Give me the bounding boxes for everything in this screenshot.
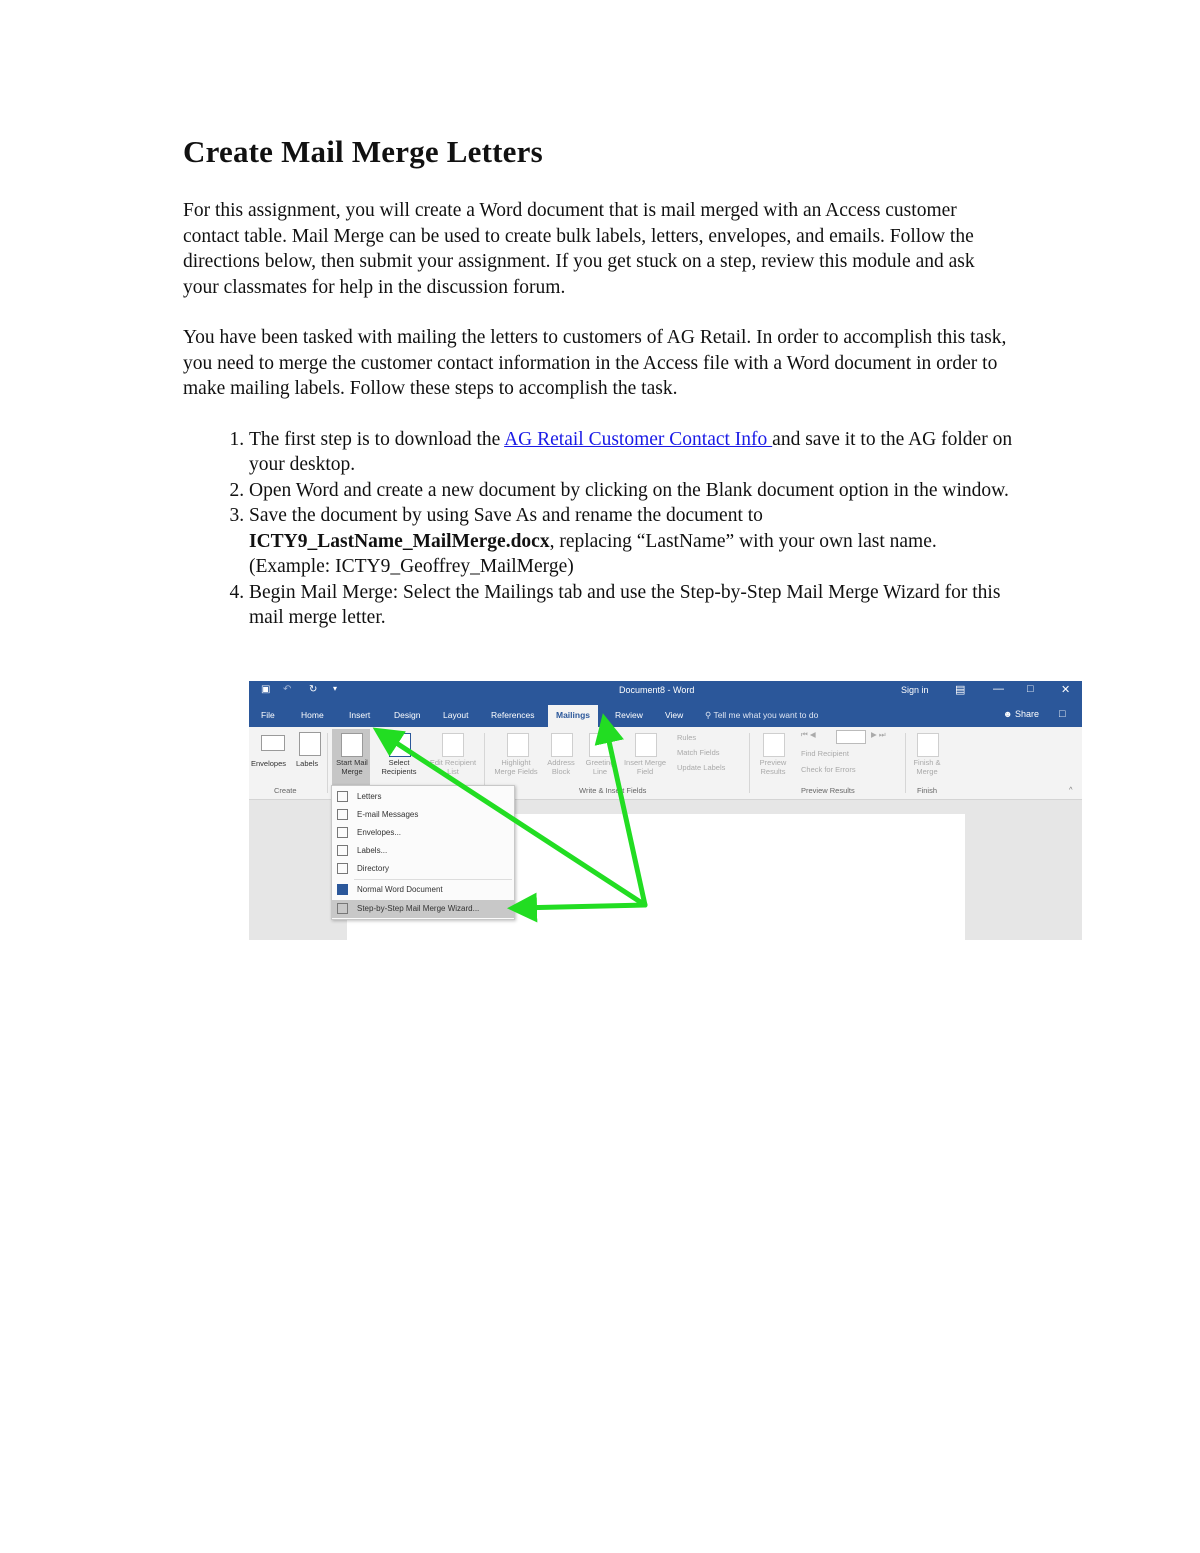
step-3: 3. Save the document by using Save As and rename the document to ICTY9_LastName_MailMerge.docx, replacing “LastName” with your own last name. (Example: ICTY9_Geoffrey_MailMerge): [249, 503, 1013, 580]
window-title: Document8 - Word: [619, 685, 695, 695]
arrow-to-mailings-tab: [605, 723, 645, 905]
menu-item-envelopes: Envelopes...: [332, 824, 514, 842]
customer-contact-info-link[interactable]: AG Retail Customer Contact Info: [504, 428, 773, 450]
tab-mailings: Mailings: [548, 705, 598, 727]
group-write-insert: Write & Insert Fields: [579, 786, 647, 795]
arrow-to-wizard: [517, 905, 645, 908]
step-2: 2. Open Word and create a new document by clicking on the Blank document option in the window.: [249, 478, 1013, 504]
find-recipient-item: Find Recipient: [801, 749, 849, 758]
match-fields-item: Match Fields: [677, 748, 720, 757]
tab-view: View: [665, 710, 684, 720]
maximize-icon: □: [1027, 683, 1034, 695]
tab-review: Review: [615, 710, 643, 720]
insert-merge-field-label: Insert Merge Field: [623, 758, 667, 776]
menu-item-labels: Labels...: [332, 842, 514, 860]
menu-item-email-messages: E-mail Messages: [332, 806, 514, 824]
edit-recipient-list-label: Edit Recipient List: [429, 758, 477, 776]
select-recipients-label: Select Recipients: [381, 758, 417, 776]
tab-file: File: [261, 710, 275, 720]
menu-item-letters: Letters: [332, 788, 514, 806]
lightbulb-icon: ⚲: [705, 710, 714, 720]
check-for-errors-item: Check for Errors: [801, 765, 856, 774]
finish-merge-label: Finish & Merge: [913, 758, 941, 776]
group-preview-results: Preview Results: [801, 786, 855, 795]
group-create: Create: [274, 786, 297, 795]
tell-me-box: ⚲ Tell me what you want to do: [705, 710, 819, 720]
intro-paragraph: For this assignment, you will create a Word document that is mail merged with an Access customer contact table. Mail Merge can be used to create bulk labels, letters, envelopes, and emails. Follow the directions below, then submit your assignment. If you get stuck on a step, review this module and ask your classmates for help in the discussion forum.: [183, 200, 975, 298]
close-icon: ✕: [1061, 684, 1071, 696]
document-title: Create Mail Merge Letters: [183, 134, 543, 169]
collapse-ribbon-icon: ^: [1069, 785, 1073, 794]
share-button: ☻ Share: [1003, 709, 1040, 719]
record-nav-icons: ⏮ ◀: [801, 730, 816, 739]
redo-icon: ↻: [309, 684, 318, 695]
labels-label: Labels: [296, 759, 319, 768]
customize-icon: ▾: [333, 684, 338, 693]
update-labels-item: Update Labels: [677, 763, 726, 772]
minimize-icon: —: [993, 683, 1004, 695]
tab-home: Home: [301, 710, 324, 720]
share-icon: ☻: [1003, 709, 1015, 719]
menu-item-directory: Directory: [332, 860, 514, 878]
envelopes-label: Envelopes: [251, 759, 287, 768]
start-mail-merge-label: Start Mail Merge: [336, 758, 368, 776]
rules-item: Rules: [677, 733, 697, 742]
arrow-to-start-mail-merge: [381, 733, 645, 905]
green-arrows: [249, 681, 1082, 940]
ribbon-options-icon: ▤: [955, 684, 966, 696]
sign-in-link: Sign in: [901, 685, 929, 695]
greeting-line-label: Greeting Line: [585, 758, 615, 776]
address-block-label: Address Block: [547, 758, 575, 776]
menu-item-mail-merge-wizard: Step-by-Step Mail Merge Wizard...: [332, 900, 514, 918]
step-4: 4. Begin Mail Merge: Select the Mailings tab and use the Step-by-Step Mail Merge Wizard for this mail merge letter.: [249, 580, 1013, 631]
tab-design: Design: [394, 710, 421, 720]
step-1: 1. The first step is to download the AG Retail Customer Contact Info and save it to the AG folder on your desktop.: [249, 427, 1013, 478]
tab-insert: Insert: [349, 710, 371, 720]
highlight-merge-fields-label: Highlight Merge Fields: [494, 758, 538, 776]
menu-item-normal-word-document: Normal Word Document: [332, 881, 514, 899]
filename-bold: ICTY9_LastName_MailMerge.docx: [249, 530, 550, 552]
tab-references: References: [491, 710, 535, 720]
save-icon: ▣: [261, 684, 271, 695]
word-screenshot: [249, 681, 1082, 940]
undo-icon: ↶: [283, 684, 292, 695]
record-nav-next-icons: ▶ ⏭: [871, 730, 886, 739]
preview-results-label: Preview Results: [759, 758, 787, 776]
document-body: [183, 134, 1013, 631]
task-paragraph: You have been tasked with mailing the letters to customers of AG Retail. In order to accomplish this task, you need to merge the customer contact information in the Access file with a Word document in order to make mailing labels. Follow these steps to accomplish the task.: [183, 327, 1007, 399]
group-finish: Finish: [917, 786, 938, 795]
comments-icon: □: [1059, 708, 1066, 720]
steps-list: [183, 427, 1013, 631]
tab-layout: Layout: [443, 710, 469, 720]
